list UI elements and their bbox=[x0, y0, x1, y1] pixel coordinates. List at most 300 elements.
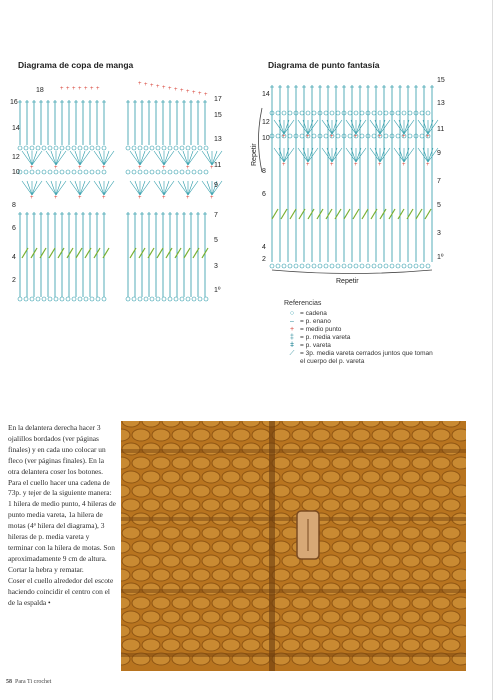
red-plus-mark: + bbox=[102, 195, 106, 201]
chain-mark bbox=[354, 264, 358, 268]
yarn-stitch bbox=[382, 639, 400, 651]
chain-mark bbox=[360, 134, 364, 138]
fan-mark bbox=[274, 120, 284, 134]
yarn-stitch bbox=[382, 555, 400, 567]
yarn-stitch bbox=[302, 471, 320, 483]
fan-mark bbox=[308, 120, 318, 134]
cluster-mark bbox=[425, 209, 431, 219]
row-number-label: 1º bbox=[214, 287, 221, 294]
fan-mark bbox=[154, 151, 164, 165]
chain-mark bbox=[420, 111, 424, 115]
fan-mark bbox=[99, 151, 104, 165]
yarn-stitch bbox=[132, 541, 150, 553]
repeat-brace bbox=[272, 270, 432, 274]
yarn-stitch bbox=[332, 597, 350, 609]
yarn-stitch bbox=[202, 421, 220, 427]
yarn-stitch bbox=[432, 541, 450, 553]
chain-mark bbox=[138, 146, 142, 150]
yarn-stitch bbox=[372, 597, 390, 609]
chain-mark bbox=[174, 146, 178, 150]
fan-mark bbox=[404, 148, 414, 162]
cluster-mark bbox=[398, 209, 404, 219]
chain-mark bbox=[72, 170, 76, 174]
chain-mark bbox=[174, 170, 178, 174]
red-plus-mark: + bbox=[54, 165, 58, 171]
fan-mark bbox=[207, 181, 212, 195]
yarn-stitch bbox=[142, 421, 160, 427]
chain-mark bbox=[204, 297, 208, 301]
yarn-stitch bbox=[252, 541, 270, 553]
yarn-stitch bbox=[232, 569, 250, 581]
row-number-label: 10 bbox=[12, 169, 20, 176]
yarn-stitch bbox=[242, 611, 260, 623]
red-plus-mark: + bbox=[78, 165, 82, 171]
yarn-stitch bbox=[332, 485, 350, 497]
yarn-stitch bbox=[242, 471, 260, 483]
yarn-stitch bbox=[121, 569, 130, 581]
chain-mark bbox=[24, 170, 28, 174]
yarn-stitch bbox=[442, 555, 460, 567]
yarn-stitch bbox=[212, 569, 230, 581]
fan-mark bbox=[104, 181, 109, 195]
legend-symbol-icon: ○ bbox=[289, 310, 295, 317]
chain-mark bbox=[162, 297, 166, 301]
row-number-label: 6 bbox=[12, 225, 16, 232]
yarn-stitch bbox=[152, 569, 170, 581]
chain-mark bbox=[408, 264, 412, 268]
chain-mark bbox=[282, 264, 286, 268]
fan-mark bbox=[164, 151, 169, 165]
yarn-stitch bbox=[162, 639, 180, 651]
red-plus-mark: + bbox=[426, 134, 430, 140]
fan-mark bbox=[332, 120, 342, 134]
yarn-stitch bbox=[242, 639, 260, 651]
chain-mark bbox=[144, 146, 148, 150]
yarn-stitch bbox=[182, 471, 200, 483]
yarn-stitch bbox=[232, 541, 250, 553]
chain-mark bbox=[384, 264, 388, 268]
yarn-stitch bbox=[232, 485, 250, 497]
cluster-mark bbox=[290, 209, 296, 219]
yarn-stitch bbox=[342, 421, 360, 427]
yarn-stitch bbox=[222, 639, 240, 651]
yarn-stitch bbox=[242, 499, 260, 511]
fan-mark bbox=[164, 181, 174, 195]
cluster-mark bbox=[175, 248, 181, 258]
chain-mark bbox=[30, 297, 34, 301]
fan-mark bbox=[178, 151, 188, 165]
row-number-label: 13 bbox=[437, 100, 445, 107]
yarn-stitch bbox=[202, 555, 220, 567]
chain-mark bbox=[312, 111, 316, 115]
legend-text: = cadena bbox=[300, 310, 327, 317]
yarn-stitch bbox=[432, 485, 450, 497]
yarn-stitch bbox=[342, 639, 360, 651]
chain-mark bbox=[102, 297, 106, 301]
fan-mark bbox=[130, 181, 140, 195]
chain-mark bbox=[348, 134, 352, 138]
chain-mark bbox=[336, 134, 340, 138]
cluster-mark bbox=[308, 209, 314, 219]
chain-mark bbox=[192, 170, 196, 174]
yarn-stitch bbox=[122, 639, 140, 651]
legend-title: Referencias bbox=[284, 300, 322, 307]
legend-text: = p. media vareta bbox=[300, 334, 351, 341]
repeat-label-side: Repetir bbox=[251, 143, 258, 166]
fan-mark bbox=[104, 181, 114, 195]
yarn-stitch bbox=[362, 555, 380, 567]
yarn-stitch bbox=[312, 485, 330, 497]
red-plus-mark: + bbox=[78, 195, 82, 201]
chain-mark bbox=[132, 146, 136, 150]
yarn-stitch bbox=[122, 527, 140, 539]
chain-mark bbox=[402, 264, 406, 268]
chain-mark bbox=[24, 297, 28, 301]
yarn-stitch bbox=[222, 421, 240, 427]
row-number-label: 11 bbox=[437, 126, 445, 133]
yarn-stitch bbox=[322, 421, 340, 427]
red-plus-mark: + bbox=[186, 195, 190, 201]
yarn-stitch bbox=[452, 625, 466, 637]
legend-item bbox=[284, 342, 434, 350]
red-plus-mark: + bbox=[330, 162, 334, 168]
yarn-stitch bbox=[372, 625, 390, 637]
red-plus-mark: + bbox=[330, 134, 334, 140]
magazine-name: Para Ti crochet bbox=[15, 679, 52, 685]
legend-symbol-icon: ⟋ bbox=[289, 350, 295, 357]
chain-mark bbox=[282, 111, 286, 115]
legend bbox=[284, 300, 434, 366]
yarn-stitch bbox=[182, 611, 200, 623]
legend-symbol-icon: ǂ bbox=[289, 342, 295, 349]
fan-mark bbox=[75, 181, 80, 195]
red-plus-mark: + bbox=[78, 86, 82, 92]
chain-mark bbox=[426, 264, 430, 268]
yarn-stitch bbox=[162, 611, 180, 623]
chain-mark bbox=[126, 170, 130, 174]
chain-mark bbox=[270, 264, 274, 268]
chain-mark bbox=[180, 297, 184, 301]
fan-mark bbox=[404, 120, 414, 134]
fan-mark bbox=[370, 148, 380, 162]
yarn-stitch bbox=[312, 625, 330, 637]
yarn-stitch bbox=[442, 527, 460, 539]
red-plus-mark: + bbox=[204, 92, 208, 98]
red-plus-mark: + bbox=[96, 86, 100, 92]
yarn-stitch bbox=[452, 569, 466, 581]
yarn-stitch bbox=[121, 457, 130, 469]
red-plus-mark: + bbox=[30, 195, 34, 201]
red-plus-mark: + bbox=[174, 87, 178, 93]
chain-mark bbox=[336, 111, 340, 115]
yarn-stitch bbox=[392, 457, 410, 469]
yarn-stitch bbox=[162, 421, 180, 427]
fan-mark bbox=[380, 120, 390, 134]
chain-mark bbox=[372, 111, 376, 115]
yarn-stitch bbox=[322, 499, 340, 511]
fan-mark bbox=[80, 151, 85, 165]
yarn-stitch bbox=[122, 499, 140, 511]
chain-mark bbox=[198, 297, 202, 301]
fan-mark bbox=[202, 151, 212, 165]
chain-mark bbox=[60, 146, 64, 150]
yarn-stitch bbox=[392, 597, 410, 609]
chain-mark bbox=[420, 134, 424, 138]
red-plus-mark: + bbox=[354, 134, 358, 140]
fan-mark bbox=[298, 148, 308, 162]
yarn-stitch bbox=[312, 429, 330, 441]
chain-mark bbox=[288, 134, 292, 138]
yarn-stitch bbox=[182, 527, 200, 539]
chain-mark bbox=[54, 297, 58, 301]
yarn-stitch bbox=[292, 485, 310, 497]
yarn-row-gap bbox=[121, 653, 466, 657]
red-plus-mark: + bbox=[210, 195, 214, 201]
yarn-stitch bbox=[212, 429, 230, 441]
chain-mark bbox=[96, 297, 100, 301]
chain-mark bbox=[300, 264, 304, 268]
red-plus-mark: + bbox=[162, 85, 166, 91]
chain-mark bbox=[42, 170, 46, 174]
yarn-stitch bbox=[382, 611, 400, 623]
row-number-label: 17 bbox=[214, 96, 222, 103]
yarn-stitch bbox=[172, 541, 190, 553]
chain-mark bbox=[168, 146, 172, 150]
yarn-stitch bbox=[422, 555, 440, 567]
fan-mark bbox=[202, 181, 212, 195]
cluster-mark bbox=[67, 248, 73, 258]
chain-mark bbox=[150, 297, 154, 301]
chain-mark bbox=[162, 146, 166, 150]
yarn-stitch bbox=[312, 457, 330, 469]
yarn-stitch bbox=[412, 429, 430, 441]
red-plus-mark: + bbox=[186, 165, 190, 171]
yarn-stitch bbox=[212, 597, 230, 609]
fan-mark bbox=[356, 148, 366, 162]
yarn-stitch bbox=[122, 611, 140, 623]
fan-mark bbox=[140, 151, 145, 165]
red-plus-mark: + bbox=[402, 162, 406, 168]
chain-mark bbox=[126, 146, 130, 150]
chain-mark bbox=[60, 297, 64, 301]
row-number-label: 8 bbox=[262, 168, 266, 175]
fan-mark bbox=[159, 181, 164, 195]
chain-mark bbox=[168, 170, 172, 174]
cluster-mark bbox=[76, 248, 82, 258]
chain-mark bbox=[312, 134, 316, 138]
yarn-stitch bbox=[192, 625, 210, 637]
chain-mark bbox=[174, 297, 178, 301]
fan-mark bbox=[418, 120, 428, 134]
yarn-stitch bbox=[202, 471, 220, 483]
yarn-stitch bbox=[432, 457, 450, 469]
fan-mark bbox=[46, 181, 56, 195]
fan-mark bbox=[188, 151, 193, 165]
yarn-stitch bbox=[422, 639, 440, 651]
yarn-stitch bbox=[122, 471, 140, 483]
yarn-stitch bbox=[172, 625, 190, 637]
chain-mark bbox=[48, 297, 52, 301]
row-number-label: 12 bbox=[12, 154, 20, 161]
yarn-stitch bbox=[402, 421, 420, 427]
cluster-mark bbox=[362, 209, 368, 219]
chain-mark bbox=[192, 297, 196, 301]
chain-mark bbox=[300, 134, 304, 138]
yarn-stitch bbox=[252, 485, 270, 497]
yarn-stitch bbox=[402, 611, 420, 623]
yarn-stitch bbox=[392, 429, 410, 441]
chain-mark bbox=[396, 134, 400, 138]
yarn-stitch bbox=[442, 421, 460, 427]
chain-mark bbox=[90, 170, 94, 174]
red-plus-mark: + bbox=[210, 165, 214, 171]
chain-mark bbox=[330, 264, 334, 268]
yarn-stitch bbox=[412, 485, 430, 497]
yarn-stitch bbox=[442, 471, 460, 483]
yarn-stitch bbox=[192, 457, 210, 469]
yarn-stitch bbox=[402, 499, 420, 511]
chain-mark bbox=[288, 111, 292, 115]
chain-mark bbox=[36, 297, 40, 301]
yarn-row-gap bbox=[121, 589, 466, 593]
yarn-stitch bbox=[172, 485, 190, 497]
fan-mark bbox=[183, 151, 188, 165]
red-plus-mark: + bbox=[60, 86, 64, 92]
row-number-label: 9 bbox=[214, 182, 218, 189]
fan-mark bbox=[188, 151, 198, 165]
row-number-label: 7 bbox=[214, 212, 218, 219]
yarn-stitch bbox=[442, 639, 460, 651]
row-number-label: 11 bbox=[214, 162, 222, 169]
yarn-stitch bbox=[162, 499, 180, 511]
yarn-stitch bbox=[422, 471, 440, 483]
cluster-mark bbox=[344, 209, 350, 219]
yarn-stitch bbox=[202, 639, 220, 651]
yarn-stitch bbox=[292, 569, 310, 581]
cluster-mark bbox=[184, 248, 190, 258]
yarn-stitch bbox=[312, 569, 330, 581]
yarn-stitch bbox=[252, 569, 270, 581]
chain-mark bbox=[378, 264, 382, 268]
red-plus-mark: + bbox=[168, 86, 172, 92]
yarn-stitch bbox=[382, 527, 400, 539]
chain-mark bbox=[132, 170, 136, 174]
yarn-stitch bbox=[382, 471, 400, 483]
yarn-stitch bbox=[372, 457, 390, 469]
yarn-stitch bbox=[452, 485, 466, 497]
fan-mark bbox=[284, 120, 294, 134]
yarn-stitch bbox=[332, 429, 350, 441]
row-number-label: 6 bbox=[262, 191, 266, 198]
yarn-stitch bbox=[322, 555, 340, 567]
yarn-stitch bbox=[282, 499, 300, 511]
fan-mark bbox=[94, 181, 104, 195]
cluster-mark bbox=[353, 209, 359, 219]
legend-symbol-icon: ‡ bbox=[290, 334, 294, 341]
legend-item bbox=[284, 318, 434, 326]
cluster-mark bbox=[272, 209, 278, 219]
yarn-stitch bbox=[162, 527, 180, 539]
fan-mark bbox=[94, 151, 104, 165]
yarn-stitch bbox=[392, 485, 410, 497]
yarn-stitch bbox=[402, 471, 420, 483]
chain-mark bbox=[36, 146, 40, 150]
fan-mark bbox=[130, 151, 140, 165]
fan-mark bbox=[27, 151, 32, 165]
fan-mark bbox=[22, 181, 32, 195]
yarn-stitch bbox=[302, 611, 320, 623]
yarn-stitch bbox=[202, 527, 220, 539]
chain-mark bbox=[324, 264, 328, 268]
red-plus-mark: + bbox=[354, 162, 358, 168]
fan-mark bbox=[332, 148, 342, 162]
yarn-stitch bbox=[422, 527, 440, 539]
chain-mark bbox=[204, 170, 208, 174]
chain-mark bbox=[360, 111, 364, 115]
fan-mark bbox=[164, 181, 169, 195]
yarn-stitch bbox=[242, 527, 260, 539]
yarn-stitch bbox=[142, 611, 160, 623]
fan-mark bbox=[164, 151, 174, 165]
chain-mark bbox=[72, 146, 76, 150]
yarn-stitch bbox=[132, 625, 150, 637]
chain-mark bbox=[66, 146, 70, 150]
yarn-stitch bbox=[302, 421, 320, 427]
fan-mark bbox=[418, 148, 428, 162]
chain-mark bbox=[300, 111, 304, 115]
page-footer bbox=[6, 679, 51, 685]
row-number-label: 3 bbox=[214, 263, 218, 270]
yarn-stitch bbox=[232, 457, 250, 469]
yarn-stitch bbox=[182, 421, 200, 427]
legend-text: = 3p. media vareta cerrados juntos que toman el cuerpo del p. vareta bbox=[300, 350, 433, 365]
chain-mark bbox=[48, 170, 52, 174]
legend-symbol-icon: + bbox=[289, 326, 295, 333]
chain-mark bbox=[18, 297, 22, 301]
fan-mark bbox=[178, 181, 188, 195]
yarn-stitch bbox=[182, 555, 200, 567]
chain-mark bbox=[156, 146, 160, 150]
yarn-stitch bbox=[252, 457, 270, 469]
chain-mark bbox=[96, 146, 100, 150]
yarn-stitch bbox=[172, 569, 190, 581]
row-number-label: 15 bbox=[437, 77, 445, 84]
fan-mark bbox=[308, 148, 318, 162]
red-plus-mark: + bbox=[66, 86, 70, 92]
yarn-stitch bbox=[192, 569, 210, 581]
row-number-label: 14 bbox=[12, 125, 20, 132]
fan-mark bbox=[394, 148, 404, 162]
row-number-label: 5 bbox=[437, 202, 441, 209]
yarn-stitch bbox=[152, 485, 170, 497]
fan-mark bbox=[70, 181, 80, 195]
yarn-stitch bbox=[452, 457, 466, 469]
yarn-stitch bbox=[362, 611, 380, 623]
yarn-stitch bbox=[332, 541, 350, 553]
fan-mark bbox=[346, 120, 356, 134]
chain-mark bbox=[408, 134, 412, 138]
yarn-stitch bbox=[412, 541, 430, 553]
chain-mark bbox=[396, 111, 400, 115]
row-number-label: 12 bbox=[262, 119, 270, 126]
fan-mark bbox=[322, 148, 332, 162]
instructions-text: En la delantera derecha hacer 3 ojalillos bordados (ver páginas finales) y en cada uno colocar un fleco (ver páginas finales). En la otra delantera coser los botones. Para el cuello hacer una cadena de 73p. y tejer de la siguiente manera: 1 hilera de medio punto, 4 hileras de punto media vareta, 1a hilera de motas (4ª hilera del diagrama), 3 hileras de p. media vareta y terminar con la hilera de motas. Son aproximadamente 9 cm de altura. Cortar la hebra y rematar. Coser el cuello alrededor del escote haciendo coincidir el centro con el de la espalda • bbox=[8, 423, 116, 607]
chain-mark bbox=[396, 264, 400, 268]
fan-mark bbox=[99, 181, 104, 195]
yarn-stitch bbox=[362, 639, 380, 651]
fan-mark bbox=[356, 120, 366, 134]
chain-mark bbox=[90, 297, 94, 301]
